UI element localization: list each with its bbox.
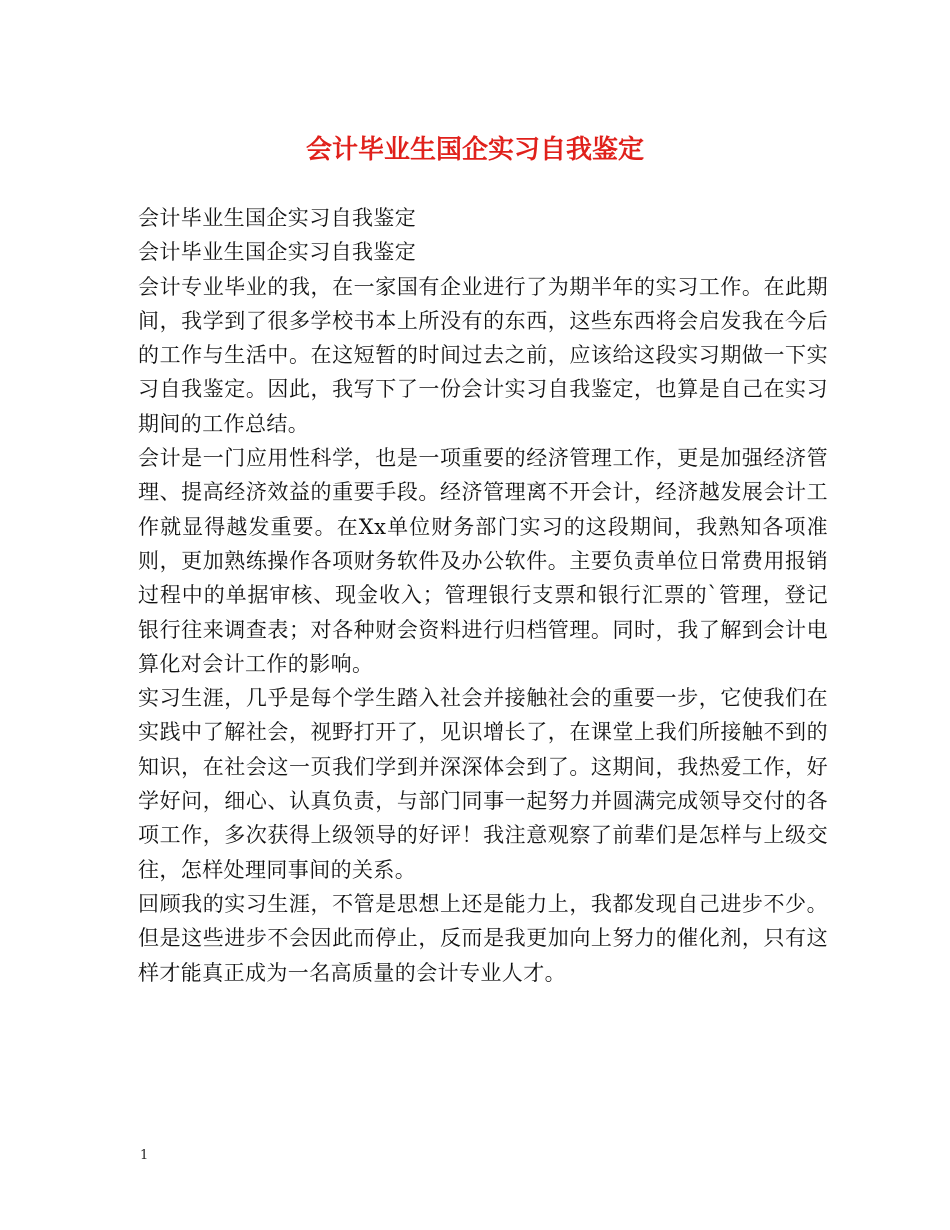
body-paragraph-accounting: 会计是一门应用性科学，也是一项重要的经济管理工作，更是加强经济管理、提高经济效益的重要手段。经济管理离不开会计，经济越发展会计工作就显得越发重要。在Xx单位财务部门实习的这段期间，我熟知各项准则，更加熟练操作各项财务软件及办公软件。主要负责单位日常费用报销过程中的单据审核、现金收入；管理银行支票和银行汇票的`管理，登记银行往来调查表；对各种财会资料进行归档管理。同时，我了解到会计电算化对会计工作的影响。 [138,446,828,676]
document-body [138,201,828,990]
body-paragraph-intro: 会计专业毕业的我，在一家国有企业进行了为期半年的实习工作。在此期间，我学到了很多学校书本上所没有的东西，这些东西将会启发我在今后的工作与生活中。在这短暂的时间过去之前，应该给这段实习期做一下实习自我鉴定。因此，我写下了一份会计实习自我鉴定，也算是自己在实习期间的工作总结。 [138,274,828,436]
body-paragraph-review: 回顾我的实习生涯，不管是思想上还是能力上，我都发现自己进步不少。但是这些进步不会因此而停止，反而是我更加向上努力的催化剂，只有这样才能真正成为一名高质量的会计专业人才。 [138,891,828,985]
page-number: 1 [140,1148,149,1163]
body-paragraph-heading-1: 会计毕业生国企实习自我鉴定 [138,206,417,230]
document-title: 会计毕业生国企实习自我鉴定 [305,135,644,165]
body-paragraph-heading-2: 会计毕业生国企实习自我鉴定 [138,240,417,265]
body-paragraph-internship: 实习生涯，几乎是每个学生踏入社会并接触社会的重要一步，它使我们在实践中了解社会，视野打开了，见识增长了，在课堂上我们所接触不到的知识，在社会这一页我们学到并深深体会到了。这期间，我热爱工作，好学好问，细心、认真负责，与部门同事一起努力并圆满完成领导交付的各项工作，多次获得上级领导的好评！我注意观察了前辈们是怎样与上级交往，怎样处理同事间的关系。 [138,686,828,882]
